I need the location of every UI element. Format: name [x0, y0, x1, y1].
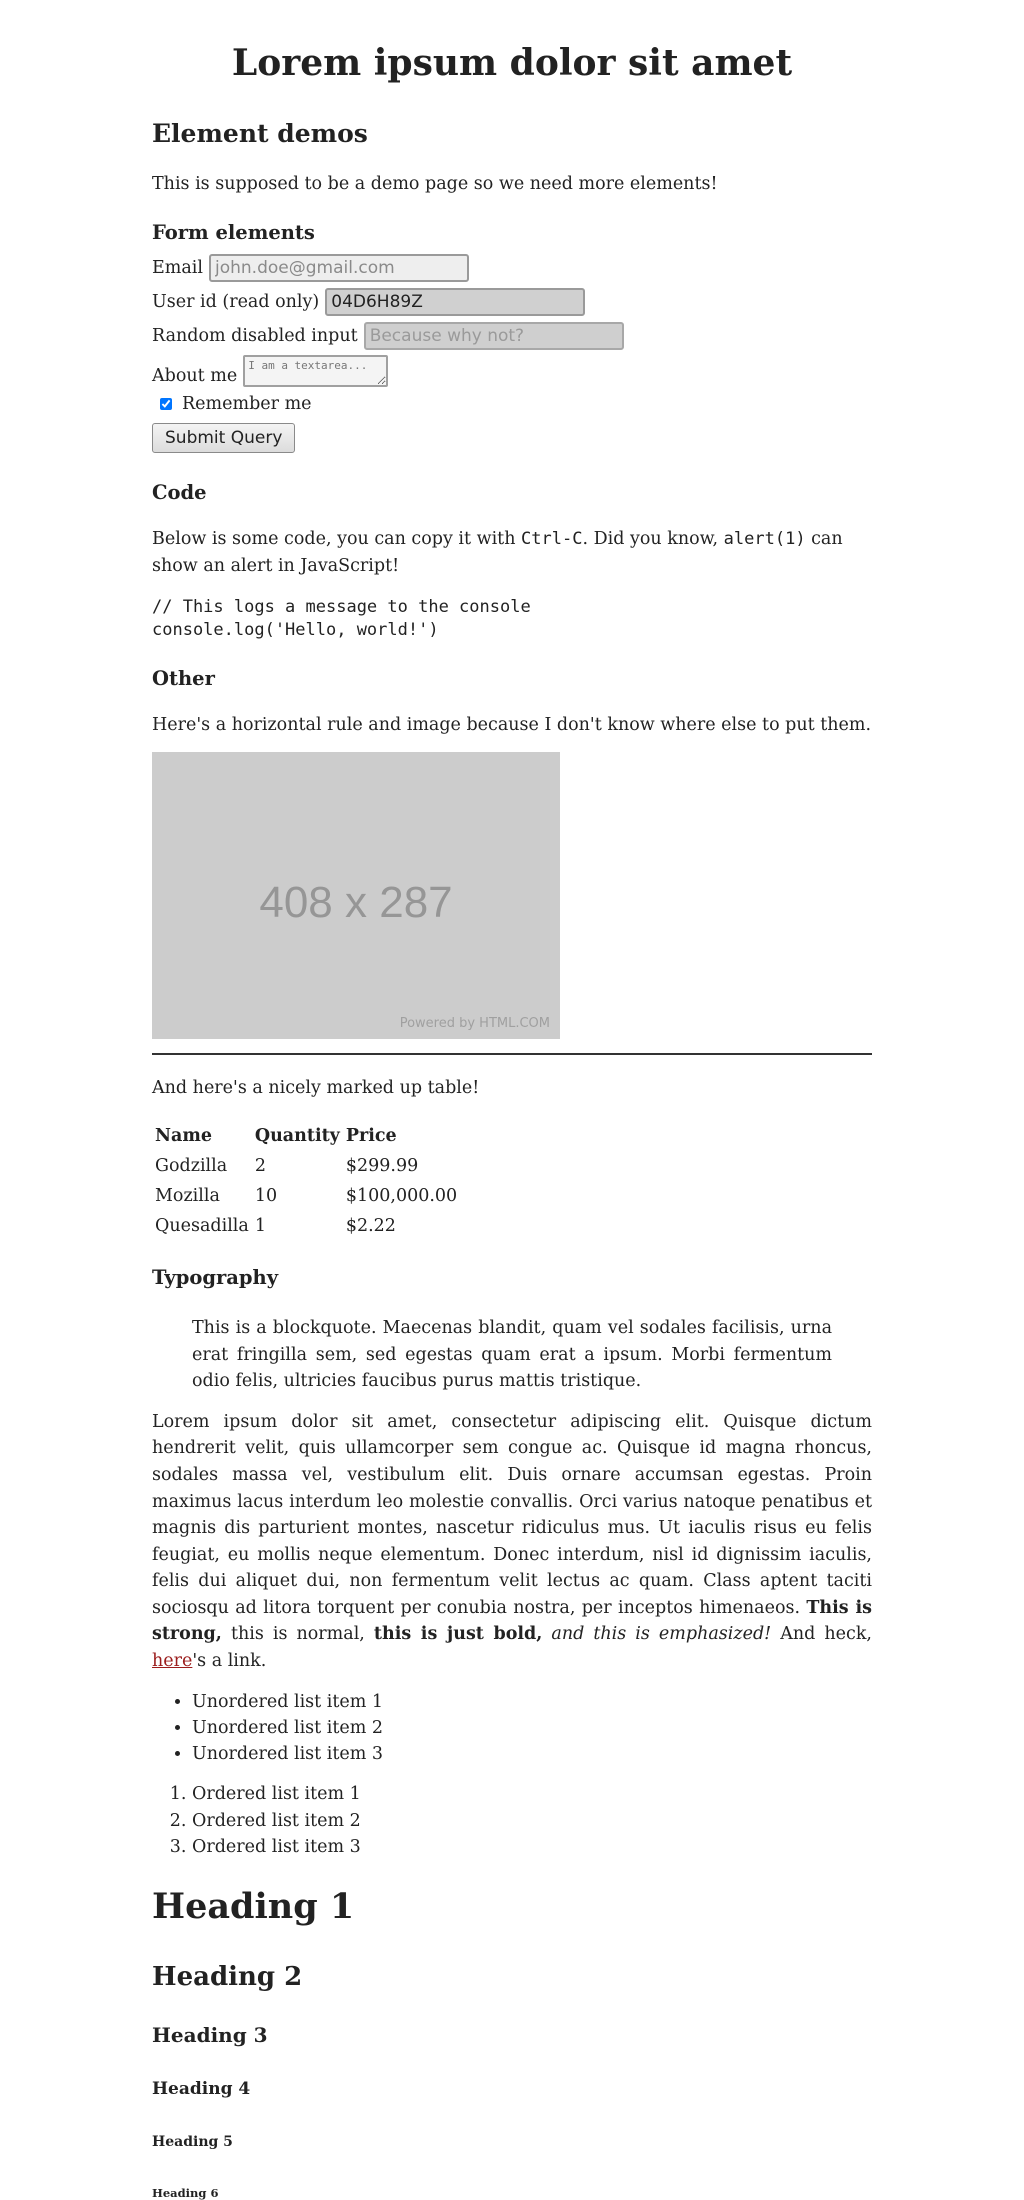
placeholder-image: [152, 752, 560, 1039]
disabled-input-label: Random disabled input: [152, 325, 358, 346]
userid-label: User id (read only): [152, 291, 320, 312]
about-row: [152, 353, 872, 395]
code-heading: Code: [152, 480, 207, 504]
table-intro: And here's a nicely marked up table!: [152, 1078, 480, 1099]
unordered-list: [152, 1689, 872, 1768]
code-line-2: console.log('Hello, world!'): [152, 619, 439, 640]
code-line-1: // This logs a message to the console: [152, 597, 531, 618]
list-item: • Unordered list item 2: [192, 1715, 872, 1741]
image-dimensions-label: 408 x 287: [259, 878, 453, 928]
table-cell: Quesadilla: [155, 1216, 249, 1237]
products-table: [152, 1122, 460, 1242]
heading-1-demo: Heading 1: [152, 1886, 355, 1928]
element-demos-heading: Element demos: [152, 119, 368, 149]
userid-row: [152, 285, 872, 319]
lorem-text: Lorem ipsum dolor sit amet, consectetur adipiscing elit. Quisque dictum hendrerit velit, quis ullamcorper sem congue ac. Quisque id magna rhoncus, sodales massa vel, vestibulum elit. Duis ornare accumsan egestas. Proin maximus lacus interdum leo molestie convallis. Orci varius natoque penatibus et magnis dis parturient montes, nascetur ridiculus mus. Ut iaculis risus eu felis feugiat, eu mollis neque elementum. Donec interdum, nisl id dignissim iaculis, felis dui aliquet dui, non fermentum velit lectus ac quam. Class aptent taciti sociosqu ad litora torquent per conubia nostra, per inceptos himenaeos.: [152, 1411, 872, 1618]
image-credit: Powered by HTML.COM: [399, 1015, 550, 1031]
blockquote: This is a blockquote. Maecenas blandit, quam vel sodales facilisis, urna erat fringilla sem, sed egestas quam erat a ipsum. Morbi fermentum odio felis, ultricies faucibus purus mattis tristique.: [192, 1317, 832, 1392]
heading-6-demo: Heading 6: [152, 2185, 219, 2200]
table-cell: Mozilla: [155, 1186, 220, 1207]
code-text-3: can show an alert in JavaScript!: [152, 529, 843, 577]
form-elements-heading: Form elements: [152, 221, 315, 245]
table-header-price: Price: [345, 1126, 397, 1147]
code-text-1: Below is some code, you can copy it with: [152, 529, 522, 550]
list-item: • Unordered list item 1: [192, 1689, 872, 1715]
table-cell: $2.22: [345, 1216, 396, 1237]
element-demos-intro: This is supposed to be a demo page so we need more elements!: [152, 174, 718, 195]
disabled-input: [364, 322, 624, 350]
here-link[interactable]: here: [152, 1651, 193, 1672]
table-cell: 10: [254, 1186, 278, 1207]
table-row: [152, 1152, 460, 1182]
lorem-paragraph: [152, 1409, 872, 1675]
list-item: • Unordered list item 3: [192, 1741, 872, 1767]
remember-label: Remember me: [182, 393, 312, 414]
heading-5-demo: Heading 5: [152, 2133, 233, 2150]
code-text-2: . Did you know,: [582, 529, 724, 550]
inline-code: alert(1): [723, 529, 806, 550]
heading-4-demo: Heading 4: [152, 2079, 251, 2100]
strong-text: This is strong,: [152, 1597, 873, 1645]
code-paragraph: [152, 526, 872, 580]
ordered-list: [152, 1781, 872, 1860]
table-cell: $100,000.00: [345, 1186, 458, 1207]
page-title: Lorem ipsum dolor sit amet: [231, 42, 793, 84]
userid-input[interactable]: [325, 288, 585, 316]
typography-heading: Typography: [152, 1265, 279, 1289]
heading-3-demo: Heading 3: [152, 2023, 268, 2048]
email-label: Email: [152, 257, 203, 278]
code-block: [152, 596, 872, 640]
table-header-quantity: Quantity: [254, 1126, 340, 1147]
table-cell: Godzilla: [155, 1156, 228, 1177]
shortcut-code: Ctrl-C: [521, 529, 583, 550]
remember-row: [152, 393, 872, 415]
other-text: Here's a horizontal rule and image because I don't know where else to put them.: [152, 715, 872, 736]
email-row: [152, 251, 872, 285]
horizontal-rule: [152, 1053, 872, 1055]
heck-text: And heck,: [771, 1624, 872, 1645]
page-container: [152, 0, 872, 2200]
normal-text: this is normal,: [221, 1624, 374, 1645]
list-item: 1. Ordered list item 1: [192, 1781, 872, 1807]
heading-2-demo: Heading 2: [152, 1962, 303, 1993]
about-textarea[interactable]: [243, 355, 388, 387]
list-item: 2. Ordered list item 2: [192, 1808, 872, 1834]
table-cell: 1: [254, 1216, 266, 1237]
email-input[interactable]: [209, 254, 469, 282]
disabled-row: [152, 319, 872, 353]
other-heading: Other: [152, 666, 215, 690]
table-header-row: [152, 1122, 460, 1152]
emphasized-text: and this is emphasized!: [542, 1624, 772, 1645]
table-cell: 2: [254, 1156, 266, 1177]
table-row: [152, 1212, 460, 1242]
table-header-name: Name: [155, 1126, 212, 1147]
table-cell: $299.99: [345, 1156, 419, 1177]
demo-form: [152, 251, 872, 453]
about-label: About me: [152, 365, 238, 386]
table-row: [152, 1182, 460, 1212]
remember-checkbox[interactable]: [160, 398, 172, 410]
link-suffix: 's a link.: [192, 1651, 267, 1672]
list-item: 3. Ordered list item 3: [192, 1834, 872, 1860]
submit-button[interactable]: Submit Query: [152, 423, 295, 453]
bold-text: this is just bold,: [373, 1624, 543, 1645]
